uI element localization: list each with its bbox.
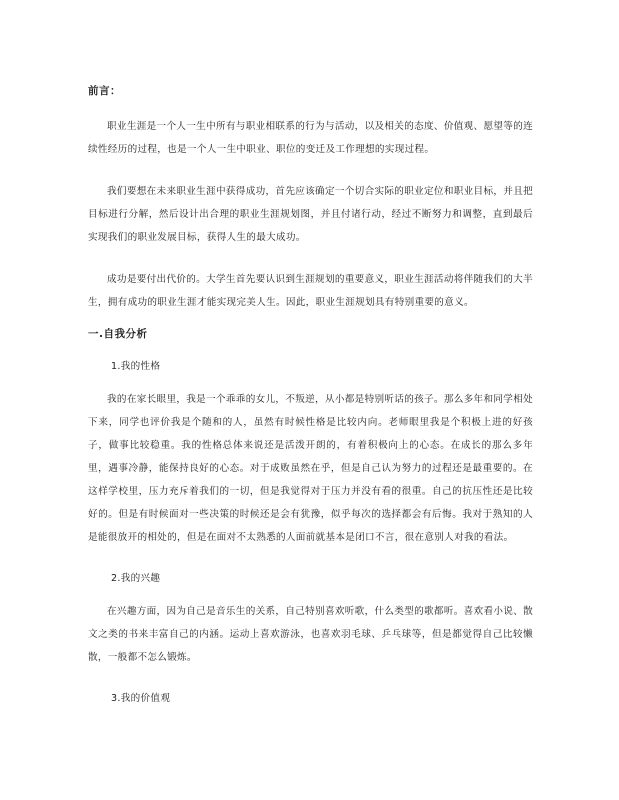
preface-paragraph-2: 我们要想在未来职业生涯中获得成功，首先应该确定一个切合实际的职业定位和职业目标，并且把目标进行分解，然后设计出合理的职业生涯规划图，并且付诸行动，经过不断努力和调整，直到最后实现我们的职业发展目标，获得人生的最大成功。 [88,186,533,243]
personality-paragraph: 我的在家长眼里，我是一个乖乖的女儿，不叛逆，从小都是特别听话的孩子。那么多年和同学相处下来，同学也评价我是个随和的人，虽然有时候性格是比较内向。老师眼里我是个积极上进的好孩子，做事比较稳重。我的性格总体来说还是活泼开朗的，有着积极向上的心态。在成长的那么多年里，遇事冷静，能保持良好的心态。对于成败虽然在乎，但是自己认为努力的过程还是最重要的。在这样学校里，压力充斥着我们的一切，但是我觉得对于压力并没有看的很重。自己的抗压性还是比较好的。但是有时候面对一些决策的时候还是会有犹豫，似乎每次的选择都会有后悔。我对于熟知的人是能很放开的相处的，但是在面对不太熟悉的人面前就基本是闭口不言，很在意别人对我的看法。 [88,394,533,543]
subheading-interests: 2.我的兴趣 [111,573,161,584]
subheading-personality: 1.我的性格 [111,361,161,372]
section-heading-self-analysis: 一.自我分析 [88,328,148,340]
preface-paragraph-1: 职业生涯是一个人一生中所有与职业相联系的行为与活动，以及相关的态度、价值观、愿望等的连续性经历的过程，也是一个人一生中职业、职位的变迁及工作理想的实现过程。 [88,121,533,155]
preface-paragraph-3: 成功是要付出代价的。大学生首先要认识到生涯规划的重要意义，职业生涯活动将伴随我们的大半生，拥有成功的职业生涯才能实现完美人生。因此，职业生涯规划具有特别重要的意义。 [88,274,533,308]
subheading-values: 3.我的价值观 [111,693,171,704]
preface-heading: 前言： [88,85,121,97]
interests-paragraph: 在兴趣方面，因为自己是音乐生的关系，自己特别喜欢听歌，什么类型的歌都听。喜欢看小说、散文之类的书来丰富自己的内涵。运动上喜欢游泳，也喜欢羽毛球、乒乓球等，但是都觉得自己比较懒散，一般都不怎么锻炼。 [88,606,533,663]
